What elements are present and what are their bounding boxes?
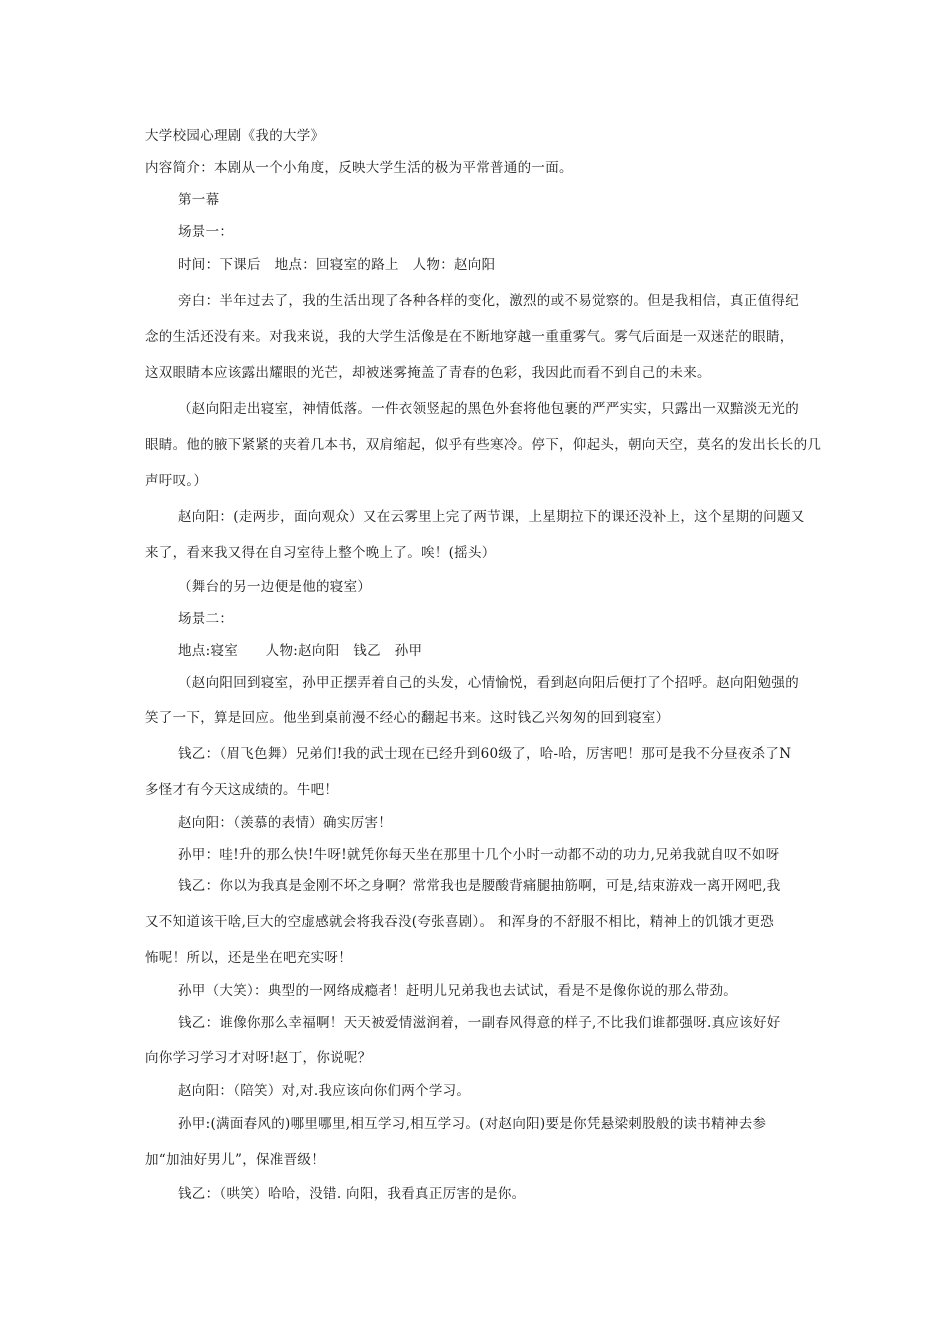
paragraph-line: （赵向阳回到寝室，孙甲正摆弄着自己的头发，心情愉悦，看到赵向阳后便打了个招呼。赵向阳勉强的 [178,675,799,691]
paragraph-line: 钱乙：谁像你那么幸福啊！天天被爱情滋润着，一副春风得意的样子,不比我们谁都强呀.真应该好好 [178,1015,781,1031]
act-heading: 第一幕 [178,192,220,208]
paragraph-line: 声吁叹。） [145,473,208,489]
scene-heading: 场景一： [178,224,234,240]
paragraph-line: 笑了一下，算是回应。他坐到桌前漫不经心的翻起书来。这时钱乙兴匆匆的回到寝室） [145,710,670,726]
scene-info: 时间：下课后 地点：回寝室的路上 人物：赵向阳 [178,257,496,273]
paragraph-line: 眼睛。他的腋下紧紧的夹着几本书，双肩缩起，似乎有些寒冷。停下，仰起头，朝向天空，莫名的发出长长的几 [145,437,822,453]
paragraph-line: 孙甲：哇!升的那么快!牛呀!就凭你每天坐在那里十几个小时一动都不动的功力,兄弟我就自叹不如呀 [178,847,780,863]
scene-heading: 场景二： [178,611,234,627]
paragraph-line: 旁白：半年过去了，我的生活出现了各种各样的变化，激烈的或不易觉察的。但是我相信，真正值得纪 [178,293,799,309]
paragraph-line: 加“加油好男儿”，保准晋级！ [145,1152,326,1168]
paragraph-line: 来了，看来我又得在自习室待上整个晚上了。唉！(摇头） [145,545,496,561]
paragraph-line: 孙甲（大笑）：典型的一网络成瘾者！赶明儿兄弟我也去试试，看是不是像你说的那么带劲。 [178,983,738,999]
content-intro: 内容简介：本剧从一个小角度，反映大学生活的极为平常普通的一面。 [145,160,573,176]
paragraph-line: 赵向阳：(走两步，面向观众）又在云雾里上完了两节课，上星期拉下的课还没补上，这个星期的问题又 [178,509,805,525]
scene-info: 地点:寝室 人物:赵向阳 钱乙 孙甲 [178,643,423,659]
paragraph-line: 赵向阳：（羡慕的表情）确实厉害！ [178,815,393,831]
paragraph-line: 念的生活还没有来。对我来说，我的大学生活像是在不断地穿越一重重雾气。雾气后面是一双迷茫的眼睛， [145,329,794,345]
paragraph-line: 赵向阳：（陪笑）对,对.我应该向你们两个学习。 [178,1083,471,1099]
paragraph-line: 钱乙：（眉飞色舞）兄弟们!我的武士现在已经升到60级了，哈-哈，厉害吧！那可是我不分昼夜杀了N [178,746,792,762]
paragraph-line: 钱乙：（哄笑）哈哈，没错. 向阳，我看真正厉害的是你。 [178,1186,526,1202]
paragraph-line: 钱乙：你以为我真是金刚不坏之身啊？常常我也是腰酸背痛腿抽筋啊，可是,结束游戏一离开网吧,我 [178,878,781,894]
paragraph-line: （舞台的另一边便是他的寝室） [178,579,372,595]
paragraph-line: 多怪才有今天这成绩的。牛吧！ [145,782,339,798]
paragraph-line: 这双眼睛本应该露出耀眼的光芒，却被迷雾掩盖了青春的色彩，我因此而看不到自己的未来。 [145,365,711,381]
document-title: 大学校园心理剧《我的大学》 [145,128,325,144]
paragraph-line: 向你学习学习才对呀!赵丁，你说呢？ [145,1050,372,1066]
paragraph-line: 怖呢！所以，还是坐在吧充实呀！ [145,950,352,966]
paragraph-line: （赵向阳走出寝室，神情低落。一件衣领竖起的黑色外套将他包裹的严严实实，只露出一双黯淡无光的 [178,401,799,417]
paragraph-line: 又不知道该干啥,巨大的空虚感就会将我吞没(夸张喜剧）。 和浑身的不舒服不相比，精神上的饥饿才更恐 [145,914,774,930]
paragraph-line: 孙甲:(满面春风的)哪里哪里,相互学习,相互学习。(对赵向阳)要是你凭悬梁刺股般的读书精神去参 [178,1116,767,1132]
